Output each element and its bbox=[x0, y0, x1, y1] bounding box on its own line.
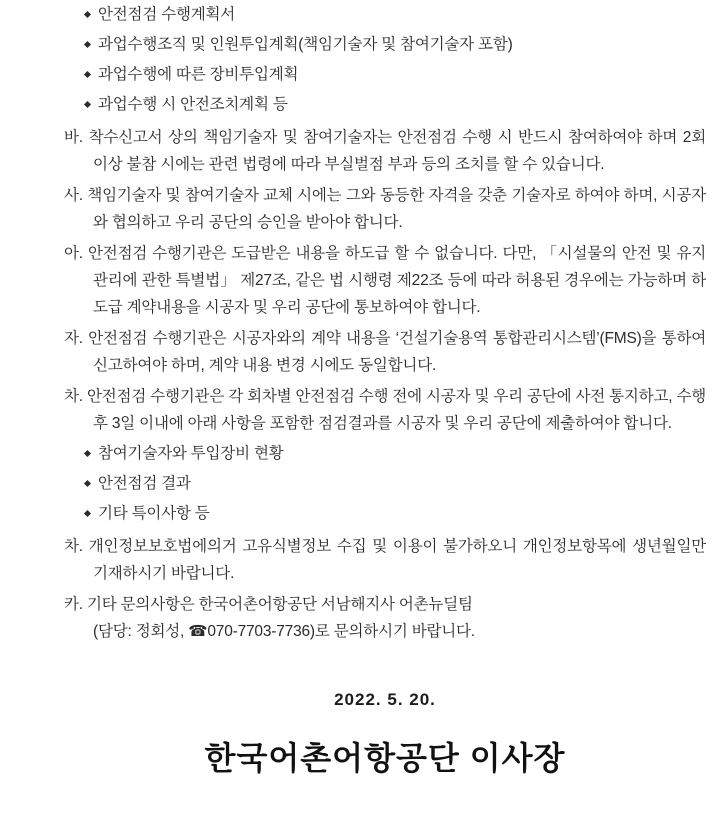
clause-sa bbox=[64, 182, 706, 236]
bullet-diamond-icon bbox=[84, 41, 91, 48]
list-item bbox=[64, 439, 706, 469]
bullet-text: 참여기술자와 투입장비 현황 bbox=[98, 445, 284, 462]
clause-cha-2 bbox=[64, 533, 706, 587]
clause-cha-1 bbox=[64, 383, 706, 437]
signoff-date: 2022. 5. 20. bbox=[334, 690, 436, 709]
clause-label: 카. bbox=[64, 596, 83, 613]
bullet-diamond-icon bbox=[84, 71, 91, 78]
list-item bbox=[64, 60, 706, 90]
clause-text: 안전점검 수행기관은 시공자와의 계약 내용을 ‘건설기술용역 통합관리시스템’(FMS)을 통하여 신고하여야 하며, 계약 내용 변경 시에도 동일합니다. bbox=[88, 330, 706, 374]
list-item bbox=[64, 90, 706, 120]
bullet-diamond-icon bbox=[84, 11, 91, 18]
clause-ka-contact-line: (담당: 정회성, ☎070-7703-7736)로 문의하시기 바랍니다. bbox=[93, 623, 475, 640]
list-item bbox=[64, 499, 706, 529]
clause-text: 안전점검 수행기관은 도급받은 내용을 하도급 할 수 없습니다. 다만, 「시설물의 안전 및 유지관리에 관한 특별법」 제27조, 같은 법 시행령 제22조 등에 따라 허용된 경우에는 가능하며 하도급 계약내용을 시공자 및 우리 공단에 통보하여야 합니다. bbox=[88, 245, 706, 316]
list-item bbox=[64, 30, 706, 60]
bullet-diamond-icon bbox=[84, 450, 91, 457]
bullet-text: 과업수행조직 및 인원투입계획(책임기술자 및 참여기술자 포함) bbox=[98, 36, 513, 53]
clause-label: 차. bbox=[64, 538, 83, 555]
clause-text: 개인정보보호법에의거 고유식별정보 수집 및 이용이 불가하오니 개인정보항목에 생년월일만 기재하시기 바랍니다. bbox=[88, 538, 706, 582]
bullet-text: 기타 특이사항 등 bbox=[98, 505, 210, 522]
clause-label: 바. bbox=[64, 129, 83, 146]
clause-label: 사. bbox=[64, 187, 83, 204]
list-item bbox=[64, 0, 706, 30]
list-item bbox=[64, 469, 706, 499]
bullet-diamond-icon bbox=[84, 480, 91, 487]
bullet-diamond-icon bbox=[84, 101, 91, 108]
clause-label: 차. bbox=[64, 388, 83, 405]
clause-text: 안전점검 수행기관은 각 회차별 안전점검 수행 전에 시공자 및 우리 공단에 사전 통지하고, 수행 후 3일 이내에 아래 사항을 포함한 점검결과를 시공자 및 우리 공단에 제출하여야 합니다. bbox=[87, 388, 706, 432]
bullet-text: 과업수행에 따른 장비투입계획 bbox=[98, 66, 299, 83]
clause-text: 착수신고서 상의 책임기술자 및 참여기술자는 안전점검 수행 시 반드시 참여하여야 하며 2회 이상 불참 시에는 관련 법령에 따라 부실벌점 부과 등의 조치를 할 수 있습니다. bbox=[88, 129, 707, 173]
clause-a bbox=[64, 240, 706, 321]
bullet-text: 안전점검 수행계획서 bbox=[98, 6, 236, 23]
clause-text: 기타 문의사항은 한국어촌어항공단 서남해지사 어촌뉴딜팀 bbox=[87, 596, 473, 613]
signer-title: 한국어촌어항공단 이사장 bbox=[204, 740, 566, 776]
clause-ja bbox=[64, 325, 706, 379]
bullet-text: 안전점검 결과 bbox=[98, 475, 191, 492]
clause-ba bbox=[64, 124, 706, 178]
bullet-text: 과업수행 시 안전조치계획 등 bbox=[98, 96, 288, 113]
clause-cha-sub-bullets bbox=[64, 439, 706, 529]
bullet-diamond-icon bbox=[84, 510, 91, 517]
clause-label: 아. bbox=[64, 245, 83, 262]
clause-label: 자. bbox=[64, 330, 83, 347]
clause-text: 책임기술자 및 참여기술자 교체 시에는 그와 동등한 자격을 갖춘 기술자로 하여야 하며, 시공자와 협의하고 우리 공단의 승인을 받아야 합니다. bbox=[87, 187, 706, 231]
clause-ka bbox=[64, 591, 706, 618]
